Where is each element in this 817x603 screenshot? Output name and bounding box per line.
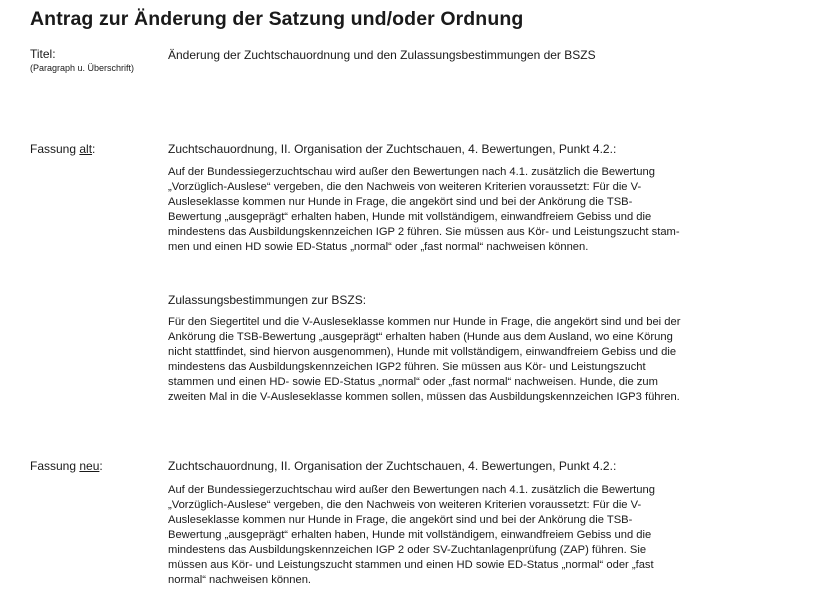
text-line: mindestens das Ausbildungskennzeichen IGP 2 führen. Sie müssen aus Kör- und Leistungszucht stam- [168, 226, 680, 238]
fassung-neu-heading-zuchtschauordnung: Zuchtschauordnung, II. Organisation der Zuchtschauen, 4. Bewertungen, Punkt 4.2.: [168, 459, 617, 473]
text-line: Für den Siegertitel und die V-Ausleseklasse kommen nur Hunde in Frage, die angekört sind und bei der [168, 316, 681, 328]
text-line: Bewertung „ausgeprägt“ erhalten haben, Hunde mit vollständigem, einwandfreiem Gebiss und die [168, 211, 652, 223]
fassung-alt-paragraph-zulassung [168, 315, 680, 405]
fassung-neu-label-underlined: neu [79, 459, 100, 473]
text-line: stammen und einen HD- sowie ED-Status „normal“ oder „fast normal“ nachweisen. Hunde, die zum [168, 376, 658, 388]
text-line: „Vorzüglich-Auslese“ vergeben, die den Nachweis von weiteren Kriterien voraussetzt: Für die V- [168, 181, 642, 193]
text-line: men und einen HD sowie ED-Status „normal“ oder „fast normal“ nachweisen können. [168, 241, 589, 253]
text-line: Ankörung die TSB-Bewertung „ausgeprägt“ erhalten haben (Hunde aus dem Ausland, wo eine Körung [168, 331, 673, 343]
titel-label: Titel: [30, 47, 56, 61]
fassung-neu-label [30, 459, 103, 473]
text-line: nicht stattfindet, sind hiervon ausgenommen), Hunde mit vollständigem, einwandfreiem Gebiss und die [168, 346, 677, 358]
fassung-alt-heading-zuchtschauordnung: Zuchtschauordnung, II. Organisation der Zuchtschauen, 4. Bewertungen, Punkt 4.2.: [168, 142, 617, 156]
text-line: „Vorzüglich-Auslese“ vergeben, die den Nachweis von weiteren Kriterien voraussetzt: Für die V- [168, 499, 642, 511]
text-line: Auf der Bundessiegerzuchtschau wird außer den Bewertungen nach 4.1. zusätzlich die Bewertung [168, 484, 655, 496]
text-line: normal“ nachweisen können. [168, 574, 312, 586]
fassung-alt-label-prefix: Fassung [30, 142, 80, 156]
fassung-alt-paragraph-zuchtschauordnung [168, 165, 680, 255]
fassung-neu-paragraph-zuchtschauordnung [168, 483, 655, 588]
titel-sublabel: (Paragraph u. Überschrift) [30, 63, 135, 73]
fassung-neu-label-suffix: : [99, 459, 103, 473]
text-line: Bewertung „ausgeprägt“ erhalten haben, Hunde mit vollständigem, einwandfreiem Gebiss und die [168, 529, 652, 541]
text-line: Ausleseklasse kommen nur Hunde in Frage, die angekört sind und bei der Ankörung die TSB- [168, 196, 633, 208]
text-line: müssen aus Kör- und Leistungszucht stammen und einen HD sowie ED-Status „normal“ oder „fast [168, 559, 654, 571]
document-title: Antrag zur Änderung der Satzung und/oder Ordnung [30, 8, 524, 30]
titel-value: Änderung der Zuchtschauordnung und den Zulassungsbestimmungen der BSZS [168, 48, 596, 62]
fassung-neu-label-prefix: Fassung [30, 459, 80, 473]
text-line: Ausleseklasse kommen nur Hunde in Frage, die angekört sind und bei der Ankörung die TSB- [168, 514, 633, 526]
fassung-alt-heading-zulassung: Zulassungsbestimmungen zur BSZS: [168, 293, 367, 307]
fassung-alt-label [30, 142, 95, 156]
fassung-alt-label-suffix: : [92, 142, 96, 156]
text-line: mindestens das Ausbildungskennzeichen IGP2 führen. Sie müssen aus Kör- und Leistungszucht [168, 361, 646, 373]
text-line: Auf der Bundessiegerzuchtschau wird außer den Bewertungen nach 4.1. zusätzlich die Bewertung [168, 166, 655, 178]
text-line: mindestens das Ausbildungskennzeichen IGP 2 oder SV-Zuchtanlagenprüfung (ZAP) führen. Sie [168, 544, 647, 556]
text-line: zweiten Mal in die V-Ausleseklasse kommen sollen, müssen das Ausbildungskennzeichen IGP3 führen. [168, 391, 680, 403]
fassung-alt-label-underlined: alt [79, 142, 93, 156]
